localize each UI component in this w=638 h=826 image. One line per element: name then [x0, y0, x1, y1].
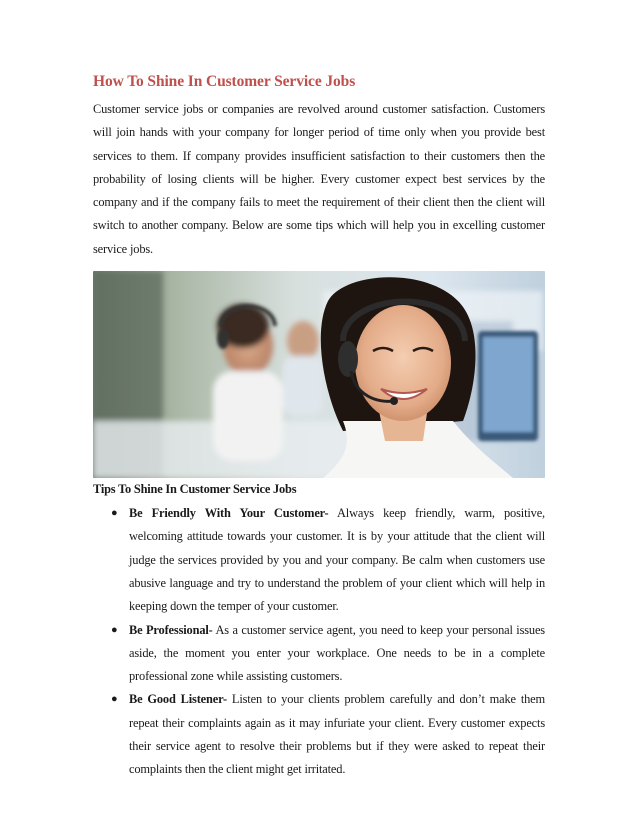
bullet-icon: ● — [111, 693, 118, 706]
tip-text: Always keep friendly, warm, positive, welcoming attitude towards your customer. It is by your attitude that the client will judge the services provided by you and your company. Be calm when customers use abusive language and try to understand the problem of your client which will help in keeping down the temper of your customer. — [129, 506, 545, 614]
tip-title: Be Professional- — [129, 622, 213, 637]
bullet-icon: ● — [111, 623, 118, 636]
tip-item — [93, 502, 545, 618]
tips-list — [93, 502, 545, 782]
document-title: How To Shine In Customer Service Jobs — [93, 73, 356, 90]
tip-title: Be Good Listener- — [129, 692, 227, 707]
tip-text: Listen to your clients problem carefully and don’t make them repeat their complaints again as it may infuriate your client. Every customer expects their service agent to resolve their problems but if they were asked to repeat their complaints then the client might get irritated. — [129, 692, 545, 777]
tips-heading: Tips To Shine In Customer Service Jobs — [93, 482, 297, 497]
tip-item — [93, 688, 545, 781]
tip-item — [93, 619, 545, 689]
tip-title: Be Friendly With Your Customer- — [129, 506, 329, 521]
bullet-icon: ● — [111, 507, 118, 520]
call-center-agent-photo — [93, 271, 545, 478]
tip-text: As a customer service agent, you need to keep your personal issues aside, the moment you enter your workplace. One needs to be in a complete professional zone while assisting customers. — [129, 622, 545, 684]
intro-paragraph: Customer service jobs or companies are revolved around customer satisfaction. Customers will join hands with your company for longer period of time only when you provide best services to them. If company provides insufficient satisfaction to their customers then the probability of losing clients will be higher. Every customer expect best services by the company and if the company fails to meet the requirement of their client then the client will switch to another company. Below are some tips which will help you in excelling customer service jobs. — [93, 102, 545, 256]
document-page — [93, 72, 545, 782]
